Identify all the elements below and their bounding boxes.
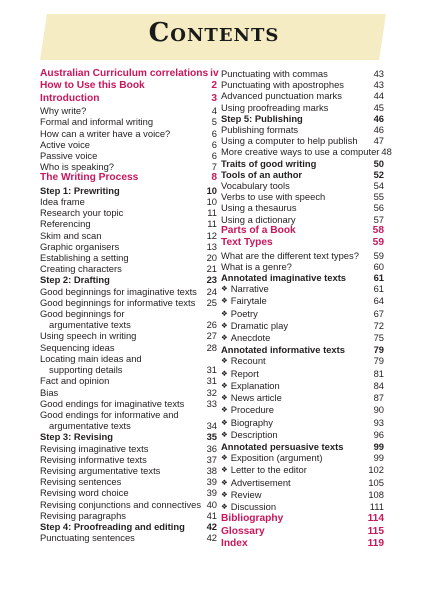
contents-entry xyxy=(221,102,384,113)
contents-entry xyxy=(221,225,384,237)
contents-entry xyxy=(40,80,217,92)
entry-page-number: 61 xyxy=(373,272,384,284)
entry-title: Annotated informative texts xyxy=(221,344,345,356)
entry-page-number: 12 xyxy=(206,229,217,241)
entry-title: ❖ Report xyxy=(221,368,372,380)
entry-title: Locating main ideas and supporting details xyxy=(40,352,142,376)
entry-title: Sequencing ideas xyxy=(40,341,115,353)
entry-page-number: 6 xyxy=(211,127,217,139)
entry-page-number: 60 xyxy=(373,260,384,272)
entry-title: ❖ News article xyxy=(221,392,372,404)
contents-entry xyxy=(221,124,384,135)
contents-entry xyxy=(40,342,217,353)
entry-title: Step 4: Proofreading and editing xyxy=(40,520,185,532)
contents-entry xyxy=(40,128,217,139)
entry-title: Revising imaginative texts xyxy=(40,442,149,454)
contents-entry xyxy=(40,532,217,543)
contents-entry xyxy=(40,398,217,409)
entry-title: ❖ Dramatic play xyxy=(221,320,372,332)
entry-title: Australian Curriculum correlations xyxy=(40,68,209,79)
contents-entry xyxy=(221,308,384,320)
entry-title: Using a thesaurus xyxy=(221,202,297,214)
entry-page-number: 21 xyxy=(206,263,217,275)
entry-page-number: 72 xyxy=(373,319,384,331)
entry-page-number: 4 xyxy=(211,105,217,117)
entry-page-number: 35 xyxy=(206,431,217,443)
entry-title: Text Types xyxy=(221,237,273,249)
contents-entry xyxy=(40,409,217,431)
contents-entry xyxy=(40,218,217,229)
contents-entry xyxy=(221,417,384,429)
entry-page-number: 58 xyxy=(372,224,384,236)
entry-title: Good endings for imaginative texts xyxy=(40,397,185,409)
contents-right-column xyxy=(221,68,392,550)
entry-page-number: 79 xyxy=(373,344,384,356)
contents-entry xyxy=(40,521,217,532)
contents-entry xyxy=(221,202,384,213)
entry-page-number: 64 xyxy=(373,295,384,307)
entry-page-number: 79 xyxy=(373,355,384,367)
entry-page-number: 39 xyxy=(206,476,217,488)
entry-page-number: 61 xyxy=(373,283,384,295)
contents-entry xyxy=(40,196,217,207)
entry-title: Skim and scan xyxy=(40,229,102,241)
entry-page-number: 59 xyxy=(372,237,384,249)
entry-title: Good beginnings for imaginative texts xyxy=(40,285,197,297)
entry-title: How can a writer have a voice? xyxy=(40,127,171,139)
contents-entry xyxy=(40,68,217,80)
entry-page-number: 25 xyxy=(206,296,217,308)
entry-page-number: 84 xyxy=(373,379,384,391)
contents-entry xyxy=(221,355,384,367)
entry-title: Glossary xyxy=(221,525,265,537)
entry-title: Tools of an author xyxy=(221,168,303,180)
contents-entry xyxy=(221,135,384,146)
entry-title: Step 1: Prewriting xyxy=(40,184,120,196)
entry-page-number: 48 xyxy=(381,146,392,158)
entry-title: Good beginnings for informative texts xyxy=(40,296,196,308)
entry-title: Referencing xyxy=(40,218,91,230)
contents-entry xyxy=(40,387,217,398)
contents-entry xyxy=(40,375,217,386)
entry-title: Punctuating sentences xyxy=(40,532,135,544)
contents-entry xyxy=(221,283,384,295)
contents-entry xyxy=(40,150,217,161)
entry-page-number: 59 xyxy=(373,249,384,261)
contents-entry xyxy=(221,295,384,307)
entry-title: ❖ Exposition (argument) xyxy=(221,452,372,464)
entry-page-number: 13 xyxy=(206,240,217,252)
contents-entry xyxy=(40,230,217,241)
contents-entry xyxy=(40,465,217,476)
entry-title: Advanced punctuation marks xyxy=(221,90,342,102)
entry-title: ❖ Recount xyxy=(221,355,372,367)
contents-entry xyxy=(40,252,217,263)
contents-entry xyxy=(221,477,384,489)
entry-page-number: 32 xyxy=(206,386,217,398)
contents-entry xyxy=(40,161,217,172)
contents-entry xyxy=(221,404,384,416)
entry-page-number: 33 xyxy=(206,397,217,409)
entry-title: Fact and opinion xyxy=(40,375,110,387)
entry-title: Annotated imaginative texts xyxy=(221,272,347,284)
contents-entry xyxy=(40,499,217,510)
entry-title: Verbs to use with speech xyxy=(221,191,326,203)
entry-title: Step 2: Drafting xyxy=(40,274,110,286)
entry-page-number: 99 xyxy=(373,440,384,452)
entry-title: Step 3: Revising xyxy=(40,431,113,443)
contents-entry xyxy=(221,538,384,550)
contents-entry xyxy=(40,116,217,127)
entry-page-number: 24 xyxy=(206,285,217,297)
entry-title: Revising informative texts xyxy=(40,453,147,465)
entry-page-number: 38 xyxy=(206,464,217,476)
entry-page-number: 114 xyxy=(367,513,384,525)
entry-title: Revising argumentative texts xyxy=(40,464,161,476)
contents-entry xyxy=(221,332,384,344)
entry-title: Passive voice xyxy=(40,150,98,162)
entry-page-number: 7 xyxy=(211,161,217,173)
entry-title: Research your topic xyxy=(40,207,124,219)
entry-title: Revising word choice xyxy=(40,487,129,499)
entry-title: What are the different text types? xyxy=(221,249,359,261)
entry-title: ❖ Anecdote xyxy=(221,332,372,344)
entry-title: Active voice xyxy=(40,138,91,150)
entry-title: ❖ Fairytale xyxy=(221,295,372,307)
contents-entry xyxy=(221,169,384,180)
entry-title: Revising sentences xyxy=(40,476,122,488)
entry-page-number: 40 xyxy=(206,498,217,510)
entry-page-number: 105 xyxy=(368,476,384,488)
entry-page-number: 2 xyxy=(211,80,217,92)
entry-page-number: 81 xyxy=(373,367,384,379)
entry-title: Creating characters xyxy=(40,263,122,275)
entry-title: Using speech in writing xyxy=(40,330,137,342)
entry-page-number: 20 xyxy=(206,252,217,264)
entry-page-number: 6 xyxy=(211,138,217,150)
contents-entry xyxy=(40,274,217,285)
contents-entry xyxy=(221,429,384,441)
entry-page-number: 44 xyxy=(373,90,384,102)
entry-title: ❖ Explanation xyxy=(221,380,372,392)
contents-entry xyxy=(221,68,384,79)
contents-entry xyxy=(40,454,217,465)
entry-title: ❖ Procedure xyxy=(221,404,372,416)
entry-title: Establishing a setting xyxy=(40,252,129,264)
entry-page-number: 31 xyxy=(206,364,217,376)
entry-title: Using proofreading marks xyxy=(221,101,329,113)
contents-entry xyxy=(40,443,217,454)
contents-entry xyxy=(40,105,217,116)
contents-entry xyxy=(221,489,384,501)
entry-page-number: 11 xyxy=(207,207,217,219)
contents-entry xyxy=(221,526,384,538)
entry-page-number: 93 xyxy=(373,416,384,428)
contents-entry xyxy=(221,237,384,249)
entry-page-number: 11 xyxy=(207,218,217,230)
entry-page-number: 54 xyxy=(373,180,384,192)
entry-page-number: 34 xyxy=(206,420,217,432)
contents-entry xyxy=(221,368,384,380)
entry-page-number: 39 xyxy=(206,487,217,499)
contents-entry xyxy=(40,286,217,297)
entry-title: Vocabulary tools xyxy=(221,180,290,192)
contents-entry xyxy=(40,487,217,498)
contents-entry xyxy=(40,476,217,487)
entry-title: Bias xyxy=(40,386,59,398)
entry-title: Why write? xyxy=(40,105,87,117)
contents-entry xyxy=(221,180,384,191)
contents-entry xyxy=(40,185,217,196)
entry-title: Revising paragraphs xyxy=(40,509,126,521)
contents-entry xyxy=(40,297,217,308)
contents-entry xyxy=(221,320,384,332)
page-title: Contents xyxy=(148,18,280,48)
entry-title: ❖ Narrative xyxy=(221,283,372,295)
entry-page-number: 57 xyxy=(373,213,384,225)
entry-title: Index xyxy=(221,537,248,549)
entry-title: ❖ Poetry xyxy=(221,308,372,320)
entry-title: Good beginnings for argumentative texts xyxy=(40,308,131,331)
entry-title: ❖ Advertisement xyxy=(221,477,366,489)
entry-title: The Writing Process xyxy=(40,172,139,184)
entry-title: Using a computer to help publish xyxy=(221,135,358,147)
contents-entry xyxy=(40,172,217,184)
entry-title: Using a dictionary xyxy=(221,213,296,225)
entry-page-number: 87 xyxy=(373,392,384,404)
contents-entry xyxy=(40,353,217,375)
entry-title: Punctuating with commas xyxy=(221,68,328,79)
contents-entry xyxy=(221,272,384,283)
entry-page-number: 46 xyxy=(373,112,384,124)
entry-page-number: 52 xyxy=(373,168,384,180)
entry-page-number: 23 xyxy=(206,274,217,286)
entry-page-number: 99 xyxy=(373,452,384,464)
contents-entry xyxy=(221,113,384,124)
entry-title: Publishing formats xyxy=(221,124,299,136)
entry-page-number: 27 xyxy=(206,330,217,342)
contents-entry xyxy=(40,510,217,521)
entry-page-number: 6 xyxy=(211,150,217,162)
entry-page-number: 55 xyxy=(373,191,384,203)
entry-page-number: 10 xyxy=(206,196,217,208)
entry-title: Bibliography xyxy=(221,513,284,525)
contents-entry xyxy=(221,79,384,90)
entry-title: Step 5: Publishing xyxy=(221,112,303,124)
contents-entry xyxy=(40,241,217,252)
contents-entry xyxy=(221,146,392,158)
contents-entry xyxy=(221,513,384,525)
entry-page-number: 28 xyxy=(206,341,217,353)
entry-page-number: 56 xyxy=(373,202,384,214)
entry-page-number: 5 xyxy=(211,116,217,128)
entry-page-number: 119 xyxy=(367,537,384,549)
entry-page-number: 90 xyxy=(373,404,384,416)
contents-entry xyxy=(221,344,384,355)
contents-entry xyxy=(221,261,384,272)
entry-title: Formal and informal writing xyxy=(40,116,154,128)
entry-page-number: 115 xyxy=(367,525,384,537)
entry-page-number: iv xyxy=(210,68,219,79)
contents-entry xyxy=(40,330,217,341)
entry-page-number: 108 xyxy=(368,488,384,500)
entry-title: More creative ways to use a computer xyxy=(221,146,380,158)
entry-title: Who is speaking? xyxy=(40,161,114,173)
contents-entry xyxy=(221,191,384,202)
contents-entry xyxy=(221,392,384,404)
contents-entry xyxy=(40,308,217,330)
entry-page-number: 36 xyxy=(206,442,217,454)
entry-page-number: 10 xyxy=(206,184,217,196)
contents-entry xyxy=(40,263,217,274)
entry-page-number: 8 xyxy=(211,172,217,184)
entry-title: ❖ Biography xyxy=(221,417,372,429)
contents-entry xyxy=(221,501,384,513)
entry-page-number: 37 xyxy=(206,453,217,465)
entry-title: What is a genre? xyxy=(221,260,292,272)
entry-title: Punctuating with apostrophes xyxy=(221,79,344,91)
contents-entry xyxy=(221,250,384,261)
entry-title: ❖ Description xyxy=(221,429,372,441)
contents-entry xyxy=(221,90,384,101)
entry-title: ❖ Review xyxy=(221,489,366,501)
entry-page-number: 75 xyxy=(373,332,384,344)
entry-title: Good endings for informative and argumentative texts xyxy=(40,408,179,432)
entry-title: Parts of a Book xyxy=(221,224,296,236)
entry-page-number: 31 xyxy=(206,375,217,387)
entry-title: Revising conjunctions and connectives xyxy=(40,498,202,510)
entry-page-number: 26 xyxy=(206,319,217,331)
entry-title: How to Use this Book xyxy=(40,80,145,92)
contents-entry xyxy=(221,441,384,452)
contents-entry xyxy=(221,452,384,464)
contents-left-column xyxy=(40,68,217,543)
entry-page-number: 41 xyxy=(206,509,217,521)
contents-entry xyxy=(40,139,217,150)
entry-page-number: 45 xyxy=(373,101,384,113)
entry-title: ❖ Discussion xyxy=(221,501,368,513)
contents-entry xyxy=(40,93,217,105)
entry-title: Introduction xyxy=(40,92,100,104)
contents-entry xyxy=(221,464,384,476)
entry-page-number: 46 xyxy=(373,124,384,136)
entry-page-number: 67 xyxy=(373,307,384,319)
entry-page-number: 42 xyxy=(206,520,217,532)
entry-page-number: 102 xyxy=(368,464,384,476)
entry-page-number: 47 xyxy=(373,135,384,147)
entry-page-number: 96 xyxy=(373,428,384,440)
contents-entry xyxy=(221,214,384,225)
contents-entry xyxy=(221,158,384,169)
entry-title: ❖ Letter to the editor xyxy=(221,464,366,476)
entry-title: Annotated persuasive texts xyxy=(221,440,344,452)
entry-title: Graphic organisers xyxy=(40,240,120,252)
contents-entry xyxy=(221,380,384,392)
entry-page-number: 43 xyxy=(373,79,384,91)
entry-title: Idea frame xyxy=(40,196,85,208)
entry-page-number: 42 xyxy=(206,532,217,544)
entry-page-number: 111 xyxy=(369,500,384,512)
contents-entry xyxy=(40,207,217,218)
entry-page-number: 50 xyxy=(373,157,384,169)
entry-page-number: 3 xyxy=(211,92,217,104)
entry-title: Traits of good writing xyxy=(221,157,317,169)
contents-entry xyxy=(40,431,217,442)
entry-page-number: 43 xyxy=(373,68,384,79)
